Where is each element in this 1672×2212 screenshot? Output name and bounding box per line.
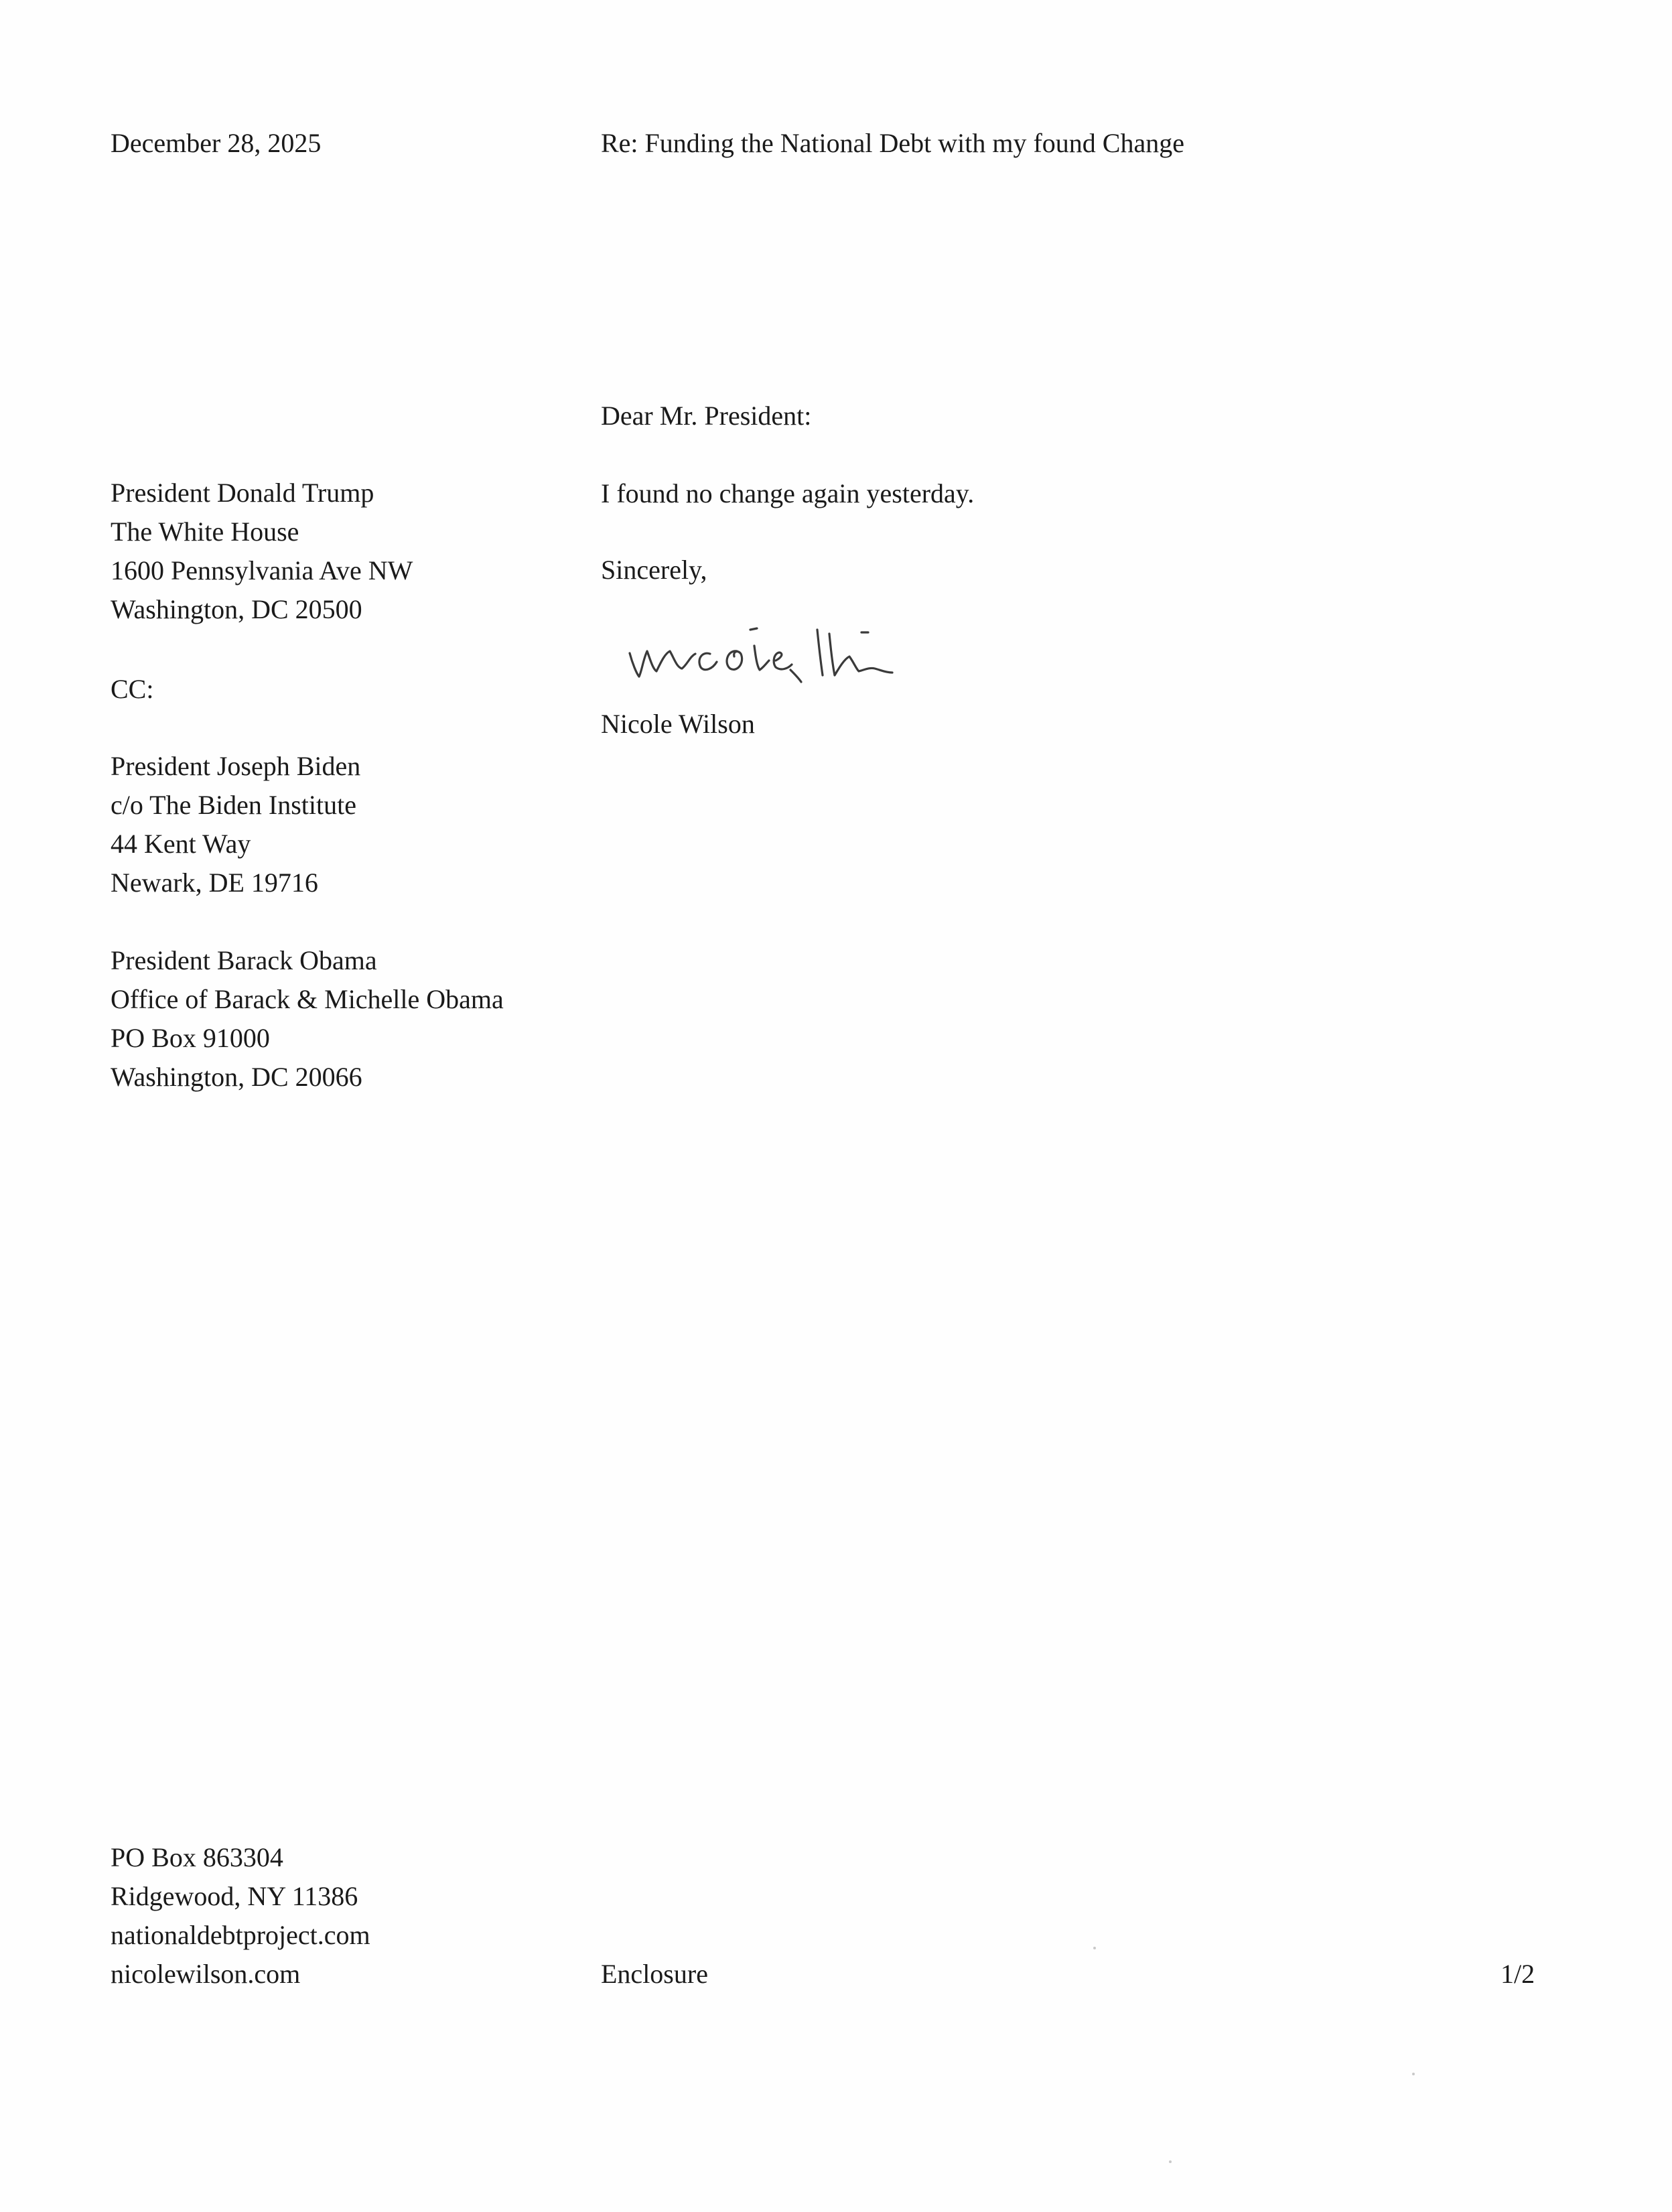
recipient-line: Washington, DC 20500	[111, 594, 362, 624]
letter-body: I found no change again yesterday.	[601, 478, 975, 508]
closing: Sincerely,	[601, 555, 707, 585]
recipient-line: The White House	[111, 516, 299, 547]
handwritten-signature	[623, 590, 931, 697]
signer-name: Nicole Wilson	[601, 709, 755, 739]
cc-line: Newark, DE 19716	[111, 868, 318, 898]
recipient-line: President Donald Trump	[111, 478, 374, 508]
cc-line: PO Box 91000	[111, 1023, 270, 1053]
cc-line: 44 Kent Way	[111, 829, 251, 859]
cc-line: President Barack Obama	[111, 945, 377, 975]
scan-speck	[1412, 2073, 1415, 2075]
recipient-address	[111, 474, 413, 629]
cc-recipient-address	[111, 941, 504, 1097]
cc-line: c/o The Biden Institute	[111, 790, 356, 820]
scan-speck	[1093, 1947, 1096, 1949]
sender-line: PO Box 863304	[111, 1842, 283, 1872]
sender-address	[111, 1838, 370, 1994]
sender-line: nicolewilson.com	[111, 1959, 301, 1989]
letter-subject: Re: Funding the National Debt with my found Change	[601, 128, 1184, 158]
recipient-line: 1600 Pennsylvania Ave NW	[111, 555, 413, 585]
sender-line: Ridgewood, NY 11386	[111, 1881, 358, 1911]
salutation: Dear Mr. President:	[601, 401, 812, 431]
cc-line: Washington, DC 20066	[111, 1062, 362, 1092]
enclosure-note: Enclosure	[601, 1959, 708, 1989]
sender-line: nationaldebtproject.com	[111, 1920, 370, 1950]
cc-line: President Joseph Biden	[111, 751, 361, 781]
cc-recipient-address	[111, 747, 360, 902]
scan-speck	[1169, 2160, 1172, 2163]
cc-label: CC:	[111, 674, 154, 704]
letter-date: December 28, 2025	[111, 128, 322, 158]
page-number: 1/2	[1501, 1959, 1535, 1989]
cc-line: Office of Barack & Michelle Obama	[111, 984, 504, 1014]
